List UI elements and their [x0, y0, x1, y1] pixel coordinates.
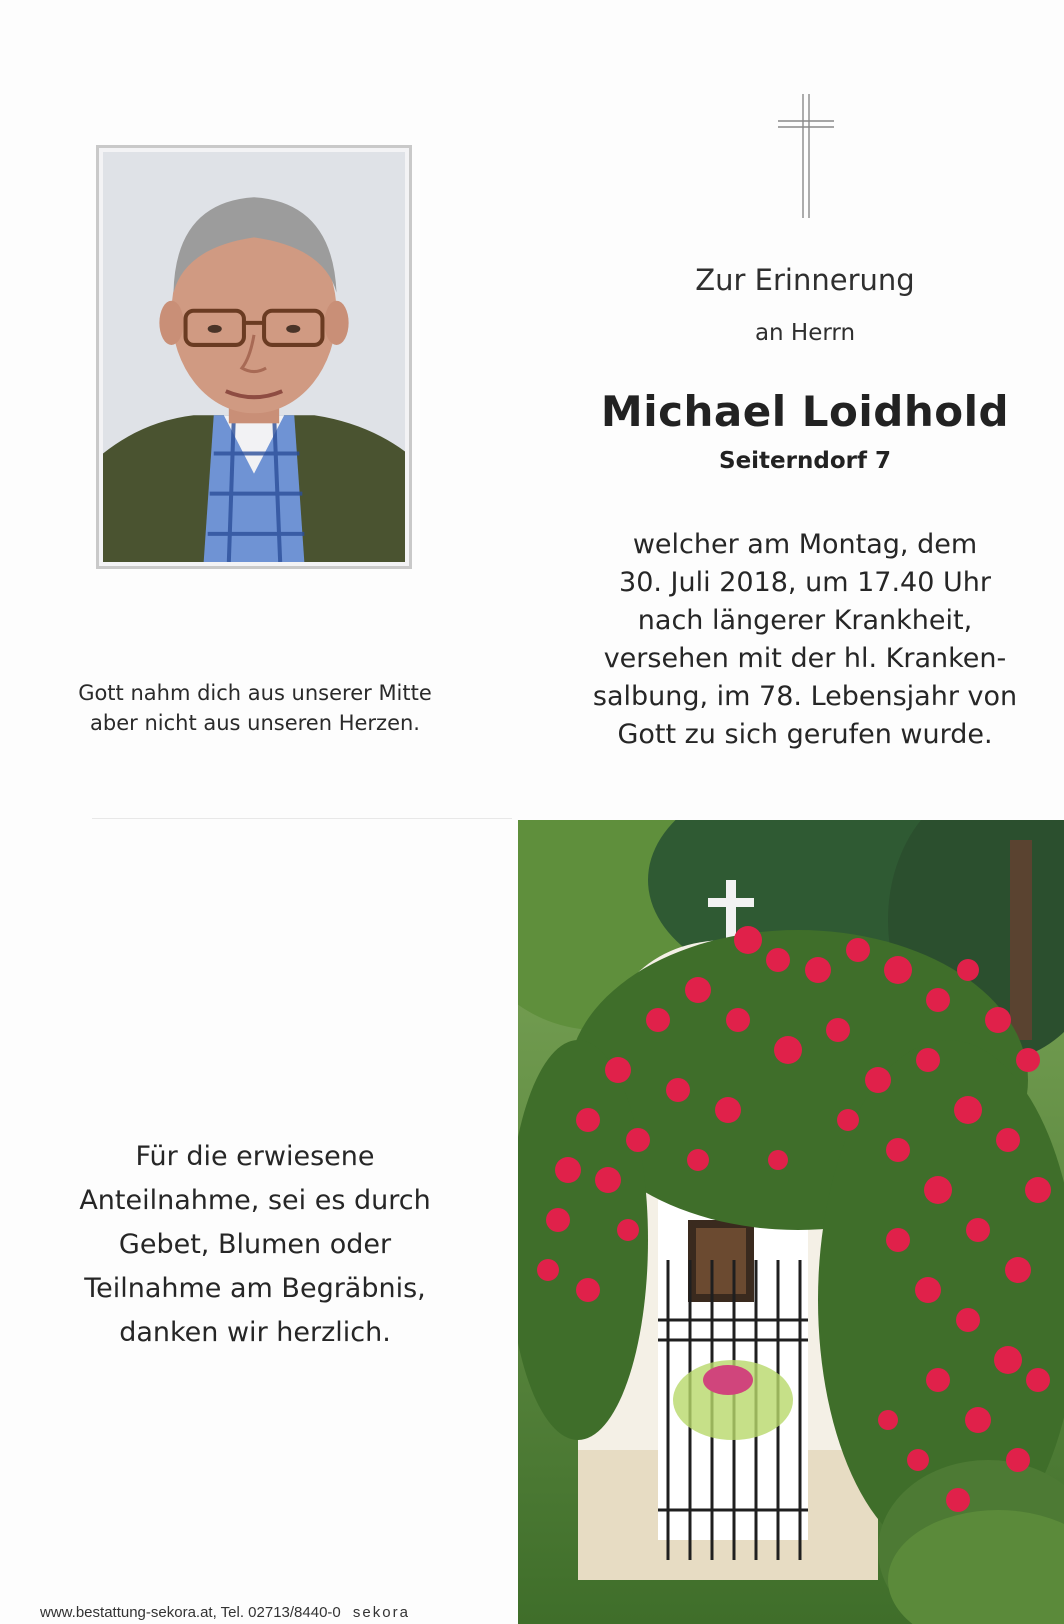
fold-divider	[92, 818, 512, 819]
thanks-line: Anteilnahme, sei es durch	[79, 1185, 431, 1216]
funeral-home-footer	[40, 1604, 410, 1621]
cross-icon	[776, 92, 836, 220]
chapel-roses-photo	[518, 820, 1064, 1624]
quote-line: Gott nahm dich aus unserer Mitte	[78, 681, 432, 705]
thanks-line: danken wir herzlich.	[119, 1317, 391, 1348]
notice-line: nach längerer Krankheit,	[637, 605, 973, 636]
thanks-line: Gebet, Blumen oder	[118, 1229, 392, 1260]
thanks-line: Teilnahme am Begräbnis,	[84, 1273, 426, 1304]
notice-line: versehen mit der hl. Kranken-	[603, 643, 1007, 674]
thanks-text	[40, 1135, 470, 1355]
portrait-illustration	[103, 152, 405, 562]
heading-remembrance: Zur Erinnerung	[695, 263, 915, 297]
deceased-address: Seiterndorf 7	[719, 448, 891, 474]
notice-line: 30. Juli 2018, um 17.40 Uhr	[619, 567, 991, 598]
notice-line: salbung, im 78. Lebensjahr von	[592, 681, 1018, 712]
memorial-quote	[40, 678, 470, 738]
deceased-name: Michael Loidhold	[600, 387, 1010, 436]
chapel-illustration	[518, 820, 1064, 1624]
quote-line: aber nicht aus unseren Herzen.	[90, 711, 420, 735]
death-notice	[580, 526, 1030, 754]
notice-line: Gott zu sich gerufen wurde.	[617, 719, 993, 750]
notice-line: welcher am Montag, dem	[632, 529, 978, 560]
thanks-line: Für die erwiesene	[135, 1141, 375, 1172]
heading-salutation: an Herrn	[754, 320, 856, 346]
footer-brand: sekora	[352, 1604, 410, 1621]
portrait-photo	[96, 145, 412, 569]
footer-contact: www.bestattung-sekora.at, Tel. 02713/8440-0	[40, 1604, 341, 1621]
